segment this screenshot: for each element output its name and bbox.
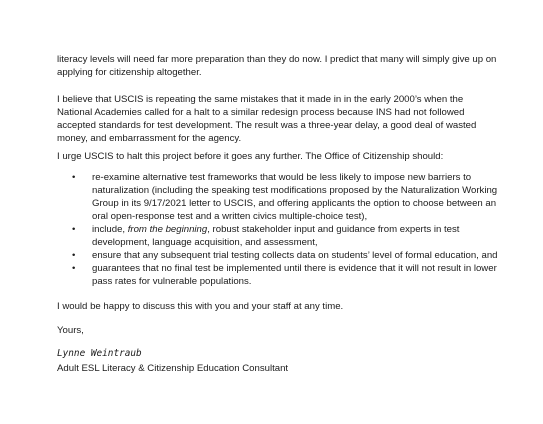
list-item-text-end: , robust stakeholder input and guidance from experts in test development, language acquisition, and assessment, — [92, 224, 460, 248]
bullet-icon: • — [72, 263, 76, 274]
bullet-icon: • — [72, 224, 76, 235]
signature-title: Adult ESL Literacy & Citizenship Education Consultant — [57, 363, 289, 374]
list-item-text — [92, 224, 459, 248]
list-item-text: ensure that any subsequent trial testing collects data on students’ level of formal education, and — [92, 250, 498, 261]
list-item — [57, 262, 507, 288]
list-item-text: re-examine alternative test frameworks that would be less likely to impose new barriers to naturalization (including the speaking test modifications proposed by the Naturalization Working Group in its 9/17/2021 letter to USCIS, and offering applicants the option to choose between an oral open-response test and a written civics multiple-choice test), — [92, 172, 498, 222]
paragraph-urge-halt: I urge USCIS to halt this project before it goes any further. The Office of Citizenship should: — [57, 151, 444, 162]
salutation: Yours, — [57, 325, 84, 336]
recommendation-list — [57, 171, 507, 288]
paragraph-closing: I would be happy to discuss this with you and your staff at any time. — [57, 301, 344, 312]
bullet-icon: • — [72, 250, 76, 261]
bullet-icon: • — [72, 172, 76, 183]
signature: Lynne Weintraub — [57, 348, 142, 359]
paragraph-uscis-mistakes: I believe that USCIS is repeating the same mistakes that it made in in the early 2000’s when the National Academies called for a halt to a similar redesign process because INS had not followed accepted standards for test development. The result was a three-year delay, a good deal of wasted money, and embarrassment for the agency. — [57, 94, 477, 144]
list-item — [57, 223, 507, 249]
list-item-text-start: include, — [92, 224, 128, 235]
emphasis-text: from the beginning — [127, 224, 208, 235]
list-item — [57, 171, 507, 223]
list-item — [57, 249, 507, 262]
paragraph-literacy: literacy levels will need far more preparation than they do now. I predict that many will simply give up on applying for citizenship altogether. — [57, 54, 497, 78]
list-item-text: guarantees that no final test be implemented until there is evidence that it will not result in lower pass rates for vulnerable populations. — [92, 263, 497, 287]
